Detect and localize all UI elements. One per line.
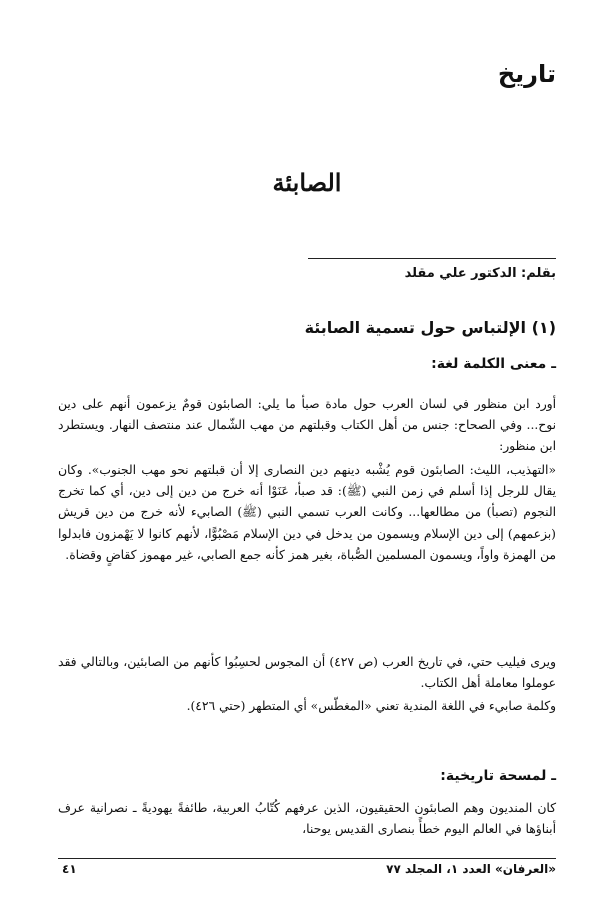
subheading-history: ـ لمسحة تاريخية: — [440, 768, 556, 784]
paragraph-4: وكلمة صابيء في اللغة المندية تعني «المغطّس» أي المتطهر (حتي ٤٢٦). — [186, 699, 556, 713]
article-title: الصابئة — [272, 168, 342, 197]
section-heading: (١) الإلتباس حول تسمية الصابئة — [304, 318, 556, 337]
paragraph-2: «التهذيب، الليث: الصابئون قوم يُشْبه دينهم دين النصارى إلا أن قبلتهم نحو مهب الجنوب». وكان يقال للرجل إذا أسلم في زمن النبي (ﷺ): قد صبأ، عَنَوْا أنه خرج من دين إلى دين، أي كما تخرج النجوم (تصبأ) من مطالعها... وكانت العرب تسمي النبي (ﷺ) الصابيء لأنه خرج من دين قريش (بزعمهم) إلى دين الإسلام ويسمون من يدخل في دين الإسلام مَصْبُوًّا، لأنهم كانوا لا يَهْمزون فابدلوا من الهمزة واواً، ويسمون المسلمين الصُّباة، بغير همز كأنه جمع الصابي، غير مهموز كقاضٍ وقضاة. — [58, 463, 556, 562]
author-rule — [308, 258, 556, 259]
footer-rule — [58, 858, 556, 859]
author-line: بقلم: الدكتور علي مقلد — [404, 266, 556, 281]
page-number: ٤١ — [62, 862, 77, 876]
section-label: تاريخ — [497, 60, 556, 88]
paragraph-3: ويرى فيليب حتي، في تاريخ العرب (ص ٤٢٧) أن المجوس لحسِبُوا كأنهم من الصابئين، وبالتالي فقد عوملوا معاملة أهل الكتاب. — [58, 655, 556, 691]
subheading-meaning: ـ معنى الكلمة لغة: — [431, 356, 556, 372]
paragraph-5: كان المنديون وهم الصابئون الحقيقيون، الذين عرفهم كُتّابُ العربية، طائفةً يهوديةً ـ نصرانية عرف أبناؤها في العالم اليوم خطأً بنصارى القديس يوحنا، — [58, 801, 556, 837]
journal-info: «العرفان» العدد ١، المجلد ٧٧ — [386, 862, 556, 876]
paragraph-1: أورد ابن منظور في لسان العرب حول مادة صبأ ما يلي: الصابئون قومٌ يزعمون أنهم على دين نوح... وفي الصحاح: جنس من أهل الكتاب وقبلتهم من مهب الشّمال عند منتصف النهار. ويستطرد ابن منظور: — [58, 397, 556, 454]
